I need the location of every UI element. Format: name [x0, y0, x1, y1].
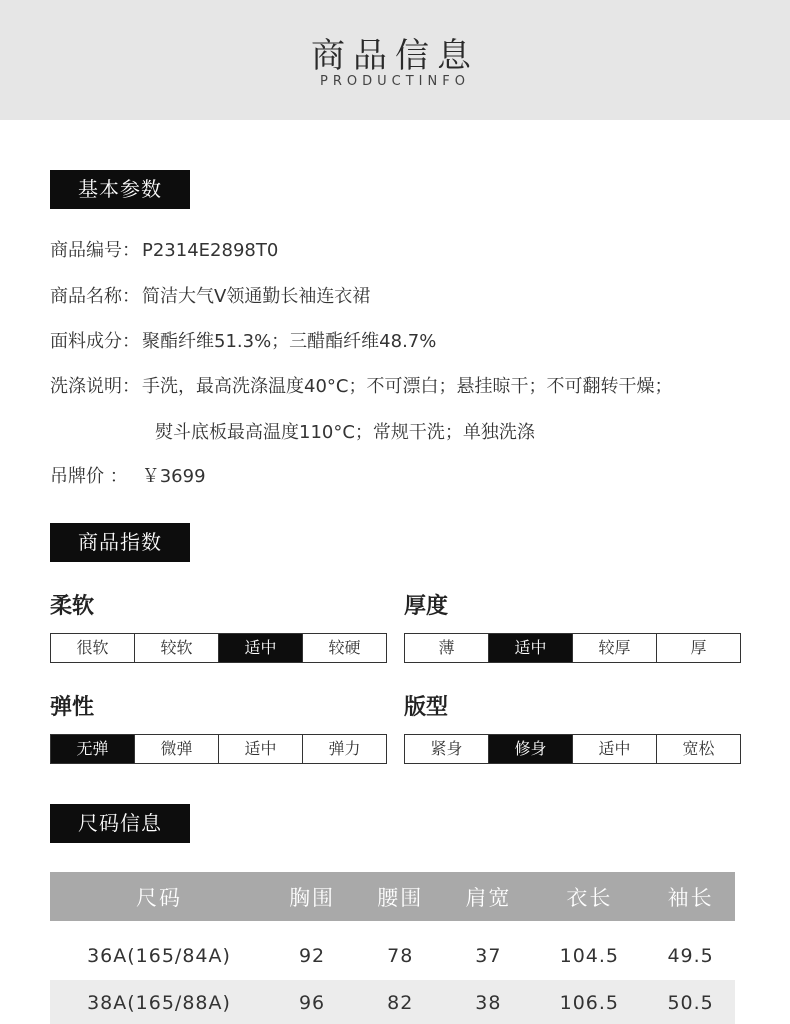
size-header-cell: 衣长 [532, 872, 646, 921]
param-wash-label: 洗涤说明： [50, 376, 140, 397]
size-cell: 92 [298, 944, 326, 967]
index-fit-title: 版型 [404, 695, 449, 720]
param-name [50, 282, 370, 308]
section-product-index: 商品指数 [50, 523, 190, 562]
size-header-cell: 腰围 [356, 872, 444, 921]
index-fit-scale [404, 734, 741, 764]
thickness-option: 较厚 [573, 634, 657, 662]
softness-option: 很软 [51, 634, 135, 662]
elasticity-option: 无弹 [51, 735, 135, 763]
softness-option: 适中 [219, 634, 303, 662]
param-fabric-label: 面料成分： [50, 331, 140, 352]
param-price-value: ￥3699 [141, 466, 206, 487]
param-code-label: 商品编号： [50, 240, 140, 261]
index-softness-scale [50, 633, 387, 663]
size-cell: 49.5 [667, 944, 714, 967]
index-elasticity-scale [50, 734, 387, 764]
fit-option: 宽松 [657, 735, 740, 763]
fit-option: 修身 [489, 735, 573, 763]
size-cell: 82 [356, 980, 444, 1024]
size-cell: 36A(165/84A) [87, 944, 231, 967]
param-code [50, 236, 278, 262]
size-cell: 96 [268, 980, 356, 1024]
param-wash-value-2: 熨斗底板最高温度110°C；常规干洗；单独洗涤 [155, 422, 535, 443]
size-header-cell: 袖长 [646, 872, 735, 921]
page-title: 商品信息 [311, 36, 479, 76]
softness-option: 较软 [135, 634, 219, 662]
param-name-value: 简洁大气V领通勤长袖连衣裙 [142, 286, 371, 307]
size-cell: 106.5 [532, 980, 646, 1024]
table-row [50, 921, 735, 980]
param-wash-value-1: 手洗，最高洗涤温度40°C；不可漂白；悬挂晾干；不可翻转干燥； [142, 376, 673, 397]
param-fabric-value: 聚酯纤维51.3%；三醋酯纤维48.7% [142, 331, 437, 352]
size-cell: 38A(165/88A) [50, 980, 268, 1024]
size-header-cell: 肩宽 [444, 872, 532, 921]
elasticity-option: 适中 [219, 735, 303, 763]
size-cell: 104.5 [559, 944, 620, 967]
index-elasticity-title: 弹性 [50, 695, 95, 720]
size-table-header-row [50, 872, 735, 921]
size-header-cell: 尺码 [50, 872, 268, 921]
elasticity-option: 弹力 [303, 735, 386, 763]
section-size-info: 尺码信息 [50, 804, 190, 843]
size-cell: 78 [387, 944, 414, 967]
param-wash [50, 372, 672, 398]
thickness-option: 适中 [489, 634, 573, 662]
index-thickness-title: 厚度 [404, 594, 449, 619]
thickness-option: 厚 [657, 634, 740, 662]
param-price [50, 462, 206, 488]
size-cell: 38 [444, 980, 532, 1024]
size-header-cell: 胸围 [268, 872, 356, 921]
param-name-label: 商品名称： [50, 286, 140, 307]
param-wash-cont [153, 418, 535, 444]
page-subtitle: PRODUCTINFO [320, 74, 470, 89]
index-softness-title: 柔软 [50, 594, 95, 619]
size-table [50, 872, 735, 1024]
thickness-option: 薄 [405, 634, 489, 662]
table-row [50, 980, 735, 1024]
elasticity-option: 微弹 [135, 735, 219, 763]
fit-option: 紧身 [405, 735, 489, 763]
param-code-value: P2314E2898T0 [142, 240, 279, 261]
param-price-label: 吊牌价 ： [50, 466, 128, 487]
fit-option: 适中 [573, 735, 657, 763]
section-basic-params: 基本参数 [50, 170, 190, 209]
softness-option: 较硬 [303, 634, 386, 662]
param-fabric [50, 327, 436, 353]
index-thickness-scale [404, 633, 741, 663]
size-cell: 50.5 [646, 980, 735, 1024]
size-cell: 37 [475, 944, 502, 967]
